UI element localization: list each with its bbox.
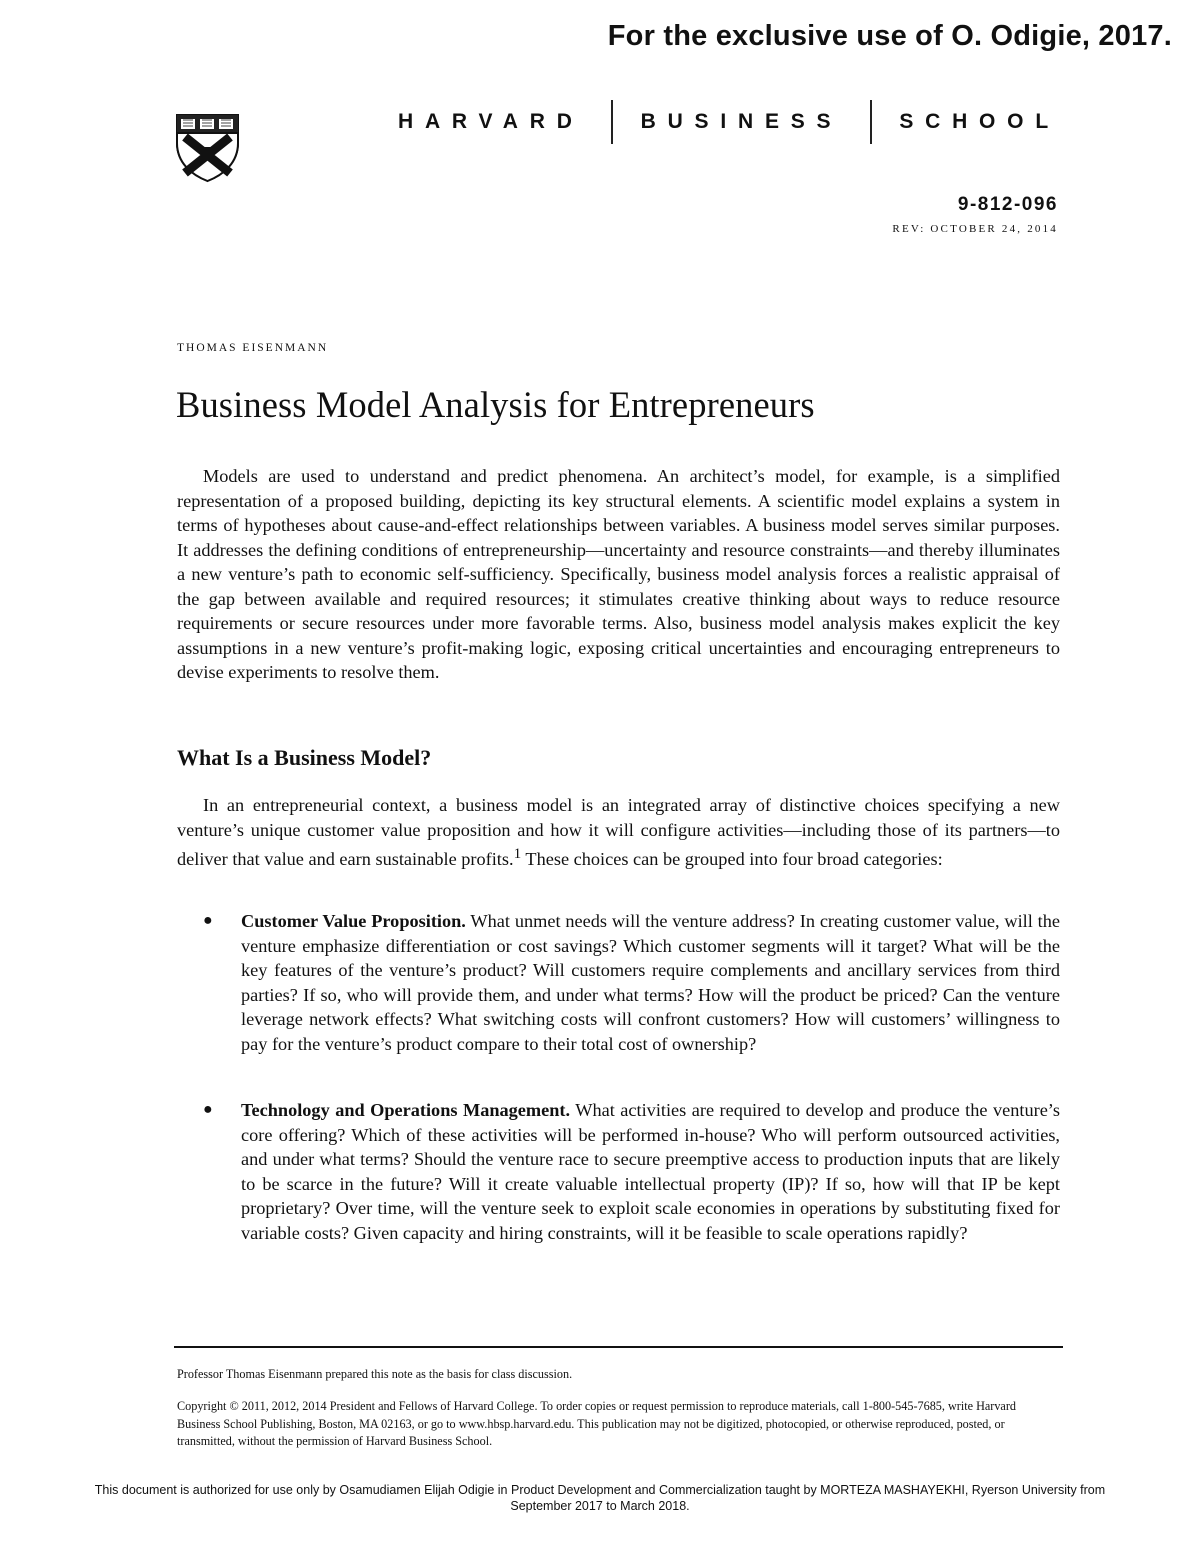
bullet-text: What unmet needs will the venture address? In creating customer value, will the venture emphasize differentiation or cost savings? Which customer segments will it target? What will be the key features of the venture’s product? Will customers require complements and ancillary services from third parties? If so, who will provide them, and under what terms? How will the product be priced? Can the venture leverage network effects? What switching costs will confront customers? How will customers’ willingness to pay for the venture’s product compare to their total cost of ownership?: [241, 911, 1061, 1054]
section-paragraph-text: In an entrepreneurial context, a business model is an integrated array of distinctive choices specifying a new venture’s unique customer value proposition and how it will configure activities—including those of its partners—to deliver that value and earn sustainable profits.: [177, 795, 1060, 870]
wordmark-school: SCHOOL: [899, 110, 1060, 133]
harvard-business-school-wordmark: [398, 100, 1060, 144]
bullet-label: Technology and Operations Management.: [241, 1100, 571, 1120]
intro-paragraph: Models are used to understand and predict phenomena. An architect’s model, for example, is a simplified representation of a proposed building, depicting its key structural elements. A scientific model explains a system in terms of hypotheses about cause-and-effect relationships between variables. A business model serves similar purposes. It addresses the defining conditions of entrepreneurship—uncertainty and resource constraints—and thereby illuminates a new venture’s path to economic self-sufficiency. Specifically, business model analysis forces a realistic appraisal of the gap between available and required resources; it stimulates creative thinking about ways to reduce resource requirements or secure resources under more favorable terms. Also, business model analysis makes explicit the key assumptions in a new venture’s profit-making logic, exposing critical uncertainties and encouraging entrepreneurs to devise experiments to resolve them.: [177, 466, 1060, 682]
bullet-list: [177, 1098, 1060, 1245]
bullet-label: Customer Value Proposition.: [241, 911, 466, 931]
case-number: 9-812-096: [957, 194, 1058, 215]
revision-date: REV: OCTOBER 24, 2014: [892, 223, 1058, 235]
section-heading: What Is a Business Model?: [177, 745, 432, 770]
wordmark-harvard: HARVARD: [398, 110, 584, 133]
authorization-line-2: September 2017 to March 2018.: [510, 1498, 690, 1513]
footnote-reference[interactable]: 1: [513, 845, 522, 862]
section-paragraph-text-cont: These choices can be grouped into four broad categories:: [521, 849, 943, 870]
bullet-icon: ●: [203, 912, 213, 929]
document-title: Business Model Analysis for Entrepreneurs: [176, 384, 815, 425]
exclusive-use-notice: For the exclusive use of O. Odigie, 2017.: [607, 20, 1172, 52]
wordmark-business: BUSINESS: [640, 110, 843, 133]
wordmark-divider: [870, 100, 872, 144]
author-name: THOMAS EISENMANN: [177, 342, 329, 354]
bullet-text: What activities are required to develop and produce the venture’s core offering? Which of these activities will be performed in-house? Who will perform outsourced activities, and under what terms? Should the venture race to secure preemptive access to production inputs that are likely to be scarce in the future? Will it create valuable intellectual property (IP)? If so, how will that IP be kept proprietary? Over time, will the venture seek to exploit scale economies in operations by substituting fixed for variable costs? Given capacity and hiring constraints, will it be feasible to scale operations rapidly?: [241, 1100, 1061, 1243]
wordmark-divider: [611, 100, 613, 144]
copyright-notice: Copyright © 2011, 2012, 2014 President and Fellows of Harvard College. To order copies or request permission to reproduce materials, call 1-800-545-7685, write Harvard Business School Publishing, Boston, MA 02163, or go to www.hbsp.harvard.edu. This publication may not be digitized, photocopied, or otherwise reproduced, posted, or transmitted, without the permission of Harvard Business School.: [177, 1399, 1016, 1448]
bullet-list: [177, 909, 1060, 1056]
section-paragraph: [177, 793, 1060, 872]
authorization-notice: [0, 1483, 1200, 1514]
bullet-icon: ●: [203, 1101, 213, 1118]
author-footnote: Professor Thomas Eisenmann prepared this note as the basis for class discussion.: [177, 1367, 573, 1381]
authorization-line-1: This document is authorized for use only by Osamudiamen Elijah Odigie in Product Development and Commercialization taught by MORTEZA MASHAYEKHI, Ryerson University from: [94, 1483, 1106, 1497]
list-item: [177, 909, 1060, 1056]
footnote-divider: [174, 1346, 1063, 1348]
list-item: [177, 1098, 1060, 1245]
harvard-shield-icon: [175, 113, 240, 183]
